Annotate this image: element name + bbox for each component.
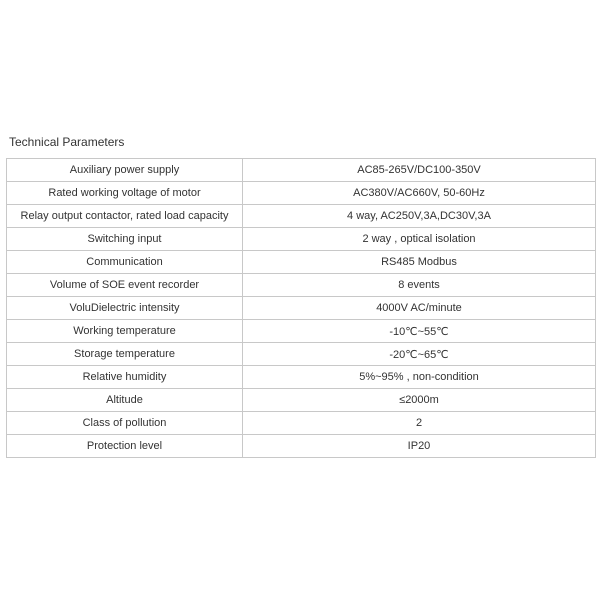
param-name-cell: Communication <box>7 251 243 274</box>
table-row <box>7 389 596 412</box>
param-value-cell: -20℃~65℃ <box>243 343 596 366</box>
param-name-cell: VoluDielectric intensity <box>7 297 243 320</box>
page-title: Technical Parameters <box>9 135 125 149</box>
param-name-cell: Protection level <box>7 435 243 458</box>
param-name-cell: Volume of SOE event recorder <box>7 274 243 297</box>
param-name-cell: Relative humidity <box>7 366 243 389</box>
param-value-cell: AC85-265V/DC100-350V <box>243 159 596 182</box>
table-row <box>7 297 596 320</box>
param-name-cell: Switching input <box>7 228 243 251</box>
param-name-cell: Auxiliary power supply <box>7 159 243 182</box>
table-row <box>7 412 596 435</box>
param-value-cell: RS485 Modbus <box>243 251 596 274</box>
param-value-cell: 2 <box>243 412 596 435</box>
param-value-cell: 5%~95% , non-condition <box>243 366 596 389</box>
param-name-cell: Rated working voltage of motor <box>7 182 243 205</box>
param-value-cell: 2 way , optical isolation <box>243 228 596 251</box>
param-name-cell: Working temperature <box>7 320 243 343</box>
table-row <box>7 366 596 389</box>
technical-parameters-table <box>6 158 596 458</box>
table-row <box>7 274 596 297</box>
param-value-cell: -10℃~55℃ <box>243 320 596 343</box>
param-value-cell: ≤2000m <box>243 389 596 412</box>
param-name-cell: Altitude <box>7 389 243 412</box>
param-value-cell: 8 events <box>243 274 596 297</box>
table-row <box>7 182 596 205</box>
table-row <box>7 251 596 274</box>
param-name-cell: Storage temperature <box>7 343 243 366</box>
table-body <box>7 159 596 458</box>
table-row <box>7 159 596 182</box>
param-name-cell: Relay output contactor, rated load capacity <box>7 205 243 228</box>
table-row <box>7 320 596 343</box>
table-row <box>7 435 596 458</box>
param-value-cell: IP20 <box>243 435 596 458</box>
param-value-cell: 4000V AC/minute <box>243 297 596 320</box>
param-value-cell: AC380V/AC660V, 50-60Hz <box>243 182 596 205</box>
table-row <box>7 228 596 251</box>
param-value-cell: 4 way, AC250V,3A,DC30V,3A <box>243 205 596 228</box>
table-row <box>7 343 596 366</box>
table-row <box>7 205 596 228</box>
param-name-cell: Class of pollution <box>7 412 243 435</box>
